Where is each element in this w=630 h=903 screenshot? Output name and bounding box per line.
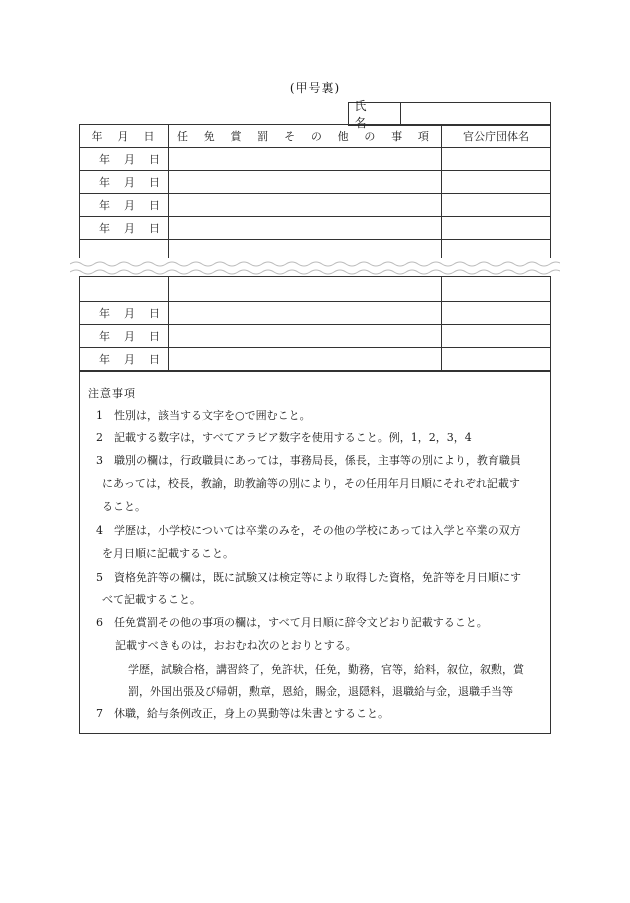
table-row (80, 171, 550, 194)
event-cell[interactable] (169, 171, 442, 193)
header-event-char: 免 (203, 130, 215, 143)
notes-title: 注意事項 (88, 387, 136, 400)
header-event-char: 事 (391, 130, 403, 143)
event-cell[interactable] (169, 302, 442, 324)
date-cell[interactable] (80, 325, 169, 347)
note-3-line: ること。 (102, 500, 146, 513)
header-event-char: 任 (177, 130, 188, 143)
org-cell[interactable] (442, 194, 550, 216)
month-label: 月 (124, 222, 135, 235)
name-box (348, 99, 551, 130)
date-cell[interactable] (80, 194, 169, 216)
year-label: 年 (99, 330, 110, 343)
month-label: 月 (124, 307, 135, 320)
event-cell[interactable] (169, 194, 442, 216)
record-table-top (79, 124, 551, 264)
page-title: (甲号裏) (289, 81, 341, 95)
record-table-bottom (79, 276, 551, 372)
header-event-char: 項 (417, 130, 429, 143)
month-label: 月 (124, 353, 135, 366)
note-6-line: 罰，外国出張及び帰朝，勲章，恩給，賜金，退隠料，退職給与金，退職手当等 (128, 685, 513, 698)
event-cell[interactable] (169, 325, 442, 347)
note-4-line: 4 学歴は，小学校については卒業のみを，その他の学校にあっては入学と卒業の双方 (96, 524, 521, 537)
date-cell[interactable] (80, 302, 169, 324)
table-row (80, 194, 550, 217)
year-label: 年 (99, 222, 110, 235)
note-4-line: を月日順に記載すること。 (102, 547, 234, 560)
year-label: 年 (99, 353, 110, 366)
month-label: 月 (124, 199, 135, 212)
note-1-line: 1 性別は，該当する文字を○で囲むこと。 (96, 409, 311, 422)
table-header-row (80, 125, 550, 148)
day-label: 日 (149, 353, 160, 366)
day-label: 日 (149, 330, 160, 343)
date-cell[interactable] (80, 171, 169, 193)
note-6-line: 6 任免賞罰その他の事項の欄は，すべて月日順に辞令文どおり記載すること。 (96, 616, 488, 629)
month-label: 月 (124, 330, 135, 343)
year-label: 年 (99, 176, 110, 189)
table-row (80, 148, 550, 171)
header-org: 官公庁団体名 (463, 130, 529, 143)
note-3-line: 3 職別の欄は，行政職員にあっては，事務局長，係長，主事等の別により，教育職員 (96, 454, 521, 467)
year-label: 年 (99, 153, 110, 166)
header-date: 年 月 日 (80, 125, 169, 147)
header-event-char: 賞 (230, 130, 242, 143)
month-label: 月 (124, 153, 135, 166)
note-7-line: 7 休職，給与条例改正，身上の異動等は朱書とすること。 (96, 707, 389, 720)
event-cell[interactable] (169, 277, 442, 301)
note-6-line: 学歴，試験合格，講習終了，免許状，任免，勤務，官等，給料，叙位，叙勲，賞 (128, 663, 524, 676)
day-label: 日 (149, 176, 160, 189)
org-cell[interactable] (442, 277, 550, 301)
day-label: 日 (149, 222, 160, 235)
header-event-char: の (310, 130, 322, 143)
day-label: 日 (149, 199, 160, 212)
header-event-char: 罰 (257, 130, 269, 143)
org-cell[interactable] (442, 302, 550, 324)
date-cell[interactable] (80, 217, 169, 239)
date-cell[interactable] (80, 148, 169, 170)
org-cell[interactable] (442, 148, 550, 170)
name-label: 氏 名 (349, 103, 401, 125)
header-event-char: 他 (337, 130, 349, 143)
month-label: 月 (124, 176, 135, 189)
table-row (80, 325, 550, 348)
name-field[interactable] (401, 103, 550, 125)
note-6-line: 記載すべきものは，おおむね次のとおりとする。 (115, 639, 357, 652)
day-label: 日 (149, 153, 160, 166)
year-label: 年 (99, 307, 110, 320)
year-label: 年 (99, 199, 110, 212)
notes-section (79, 367, 551, 734)
org-cell[interactable] (442, 217, 550, 239)
header-event-char: そ (284, 130, 296, 143)
event-cell[interactable] (169, 217, 442, 239)
note-3-line: にあっては，校長，教諭，助教諭等の別により，その任用年月日順にそれぞれ記載す (102, 477, 520, 490)
day-label: 日 (149, 307, 160, 320)
org-cell[interactable] (442, 325, 550, 347)
org-cell[interactable] (442, 171, 550, 193)
header-event (169, 125, 442, 147)
header-event-char: の (364, 130, 376, 143)
note-5-line: 5 資格免許等の欄は，既に試験又は検定等により取得した資格，免許等を月日順にす (96, 571, 521, 584)
note-2-line: 2 記載する数字は，すべてアラビア数字を使用すること。例，1，2，3，4 (96, 431, 472, 444)
table-row (80, 217, 550, 240)
event-cell[interactable] (169, 148, 442, 170)
date-cell[interactable] (80, 277, 169, 301)
table-row-blank (80, 276, 550, 302)
note-5-line: べて記載すること。 (102, 593, 201, 606)
table-row (80, 302, 550, 325)
